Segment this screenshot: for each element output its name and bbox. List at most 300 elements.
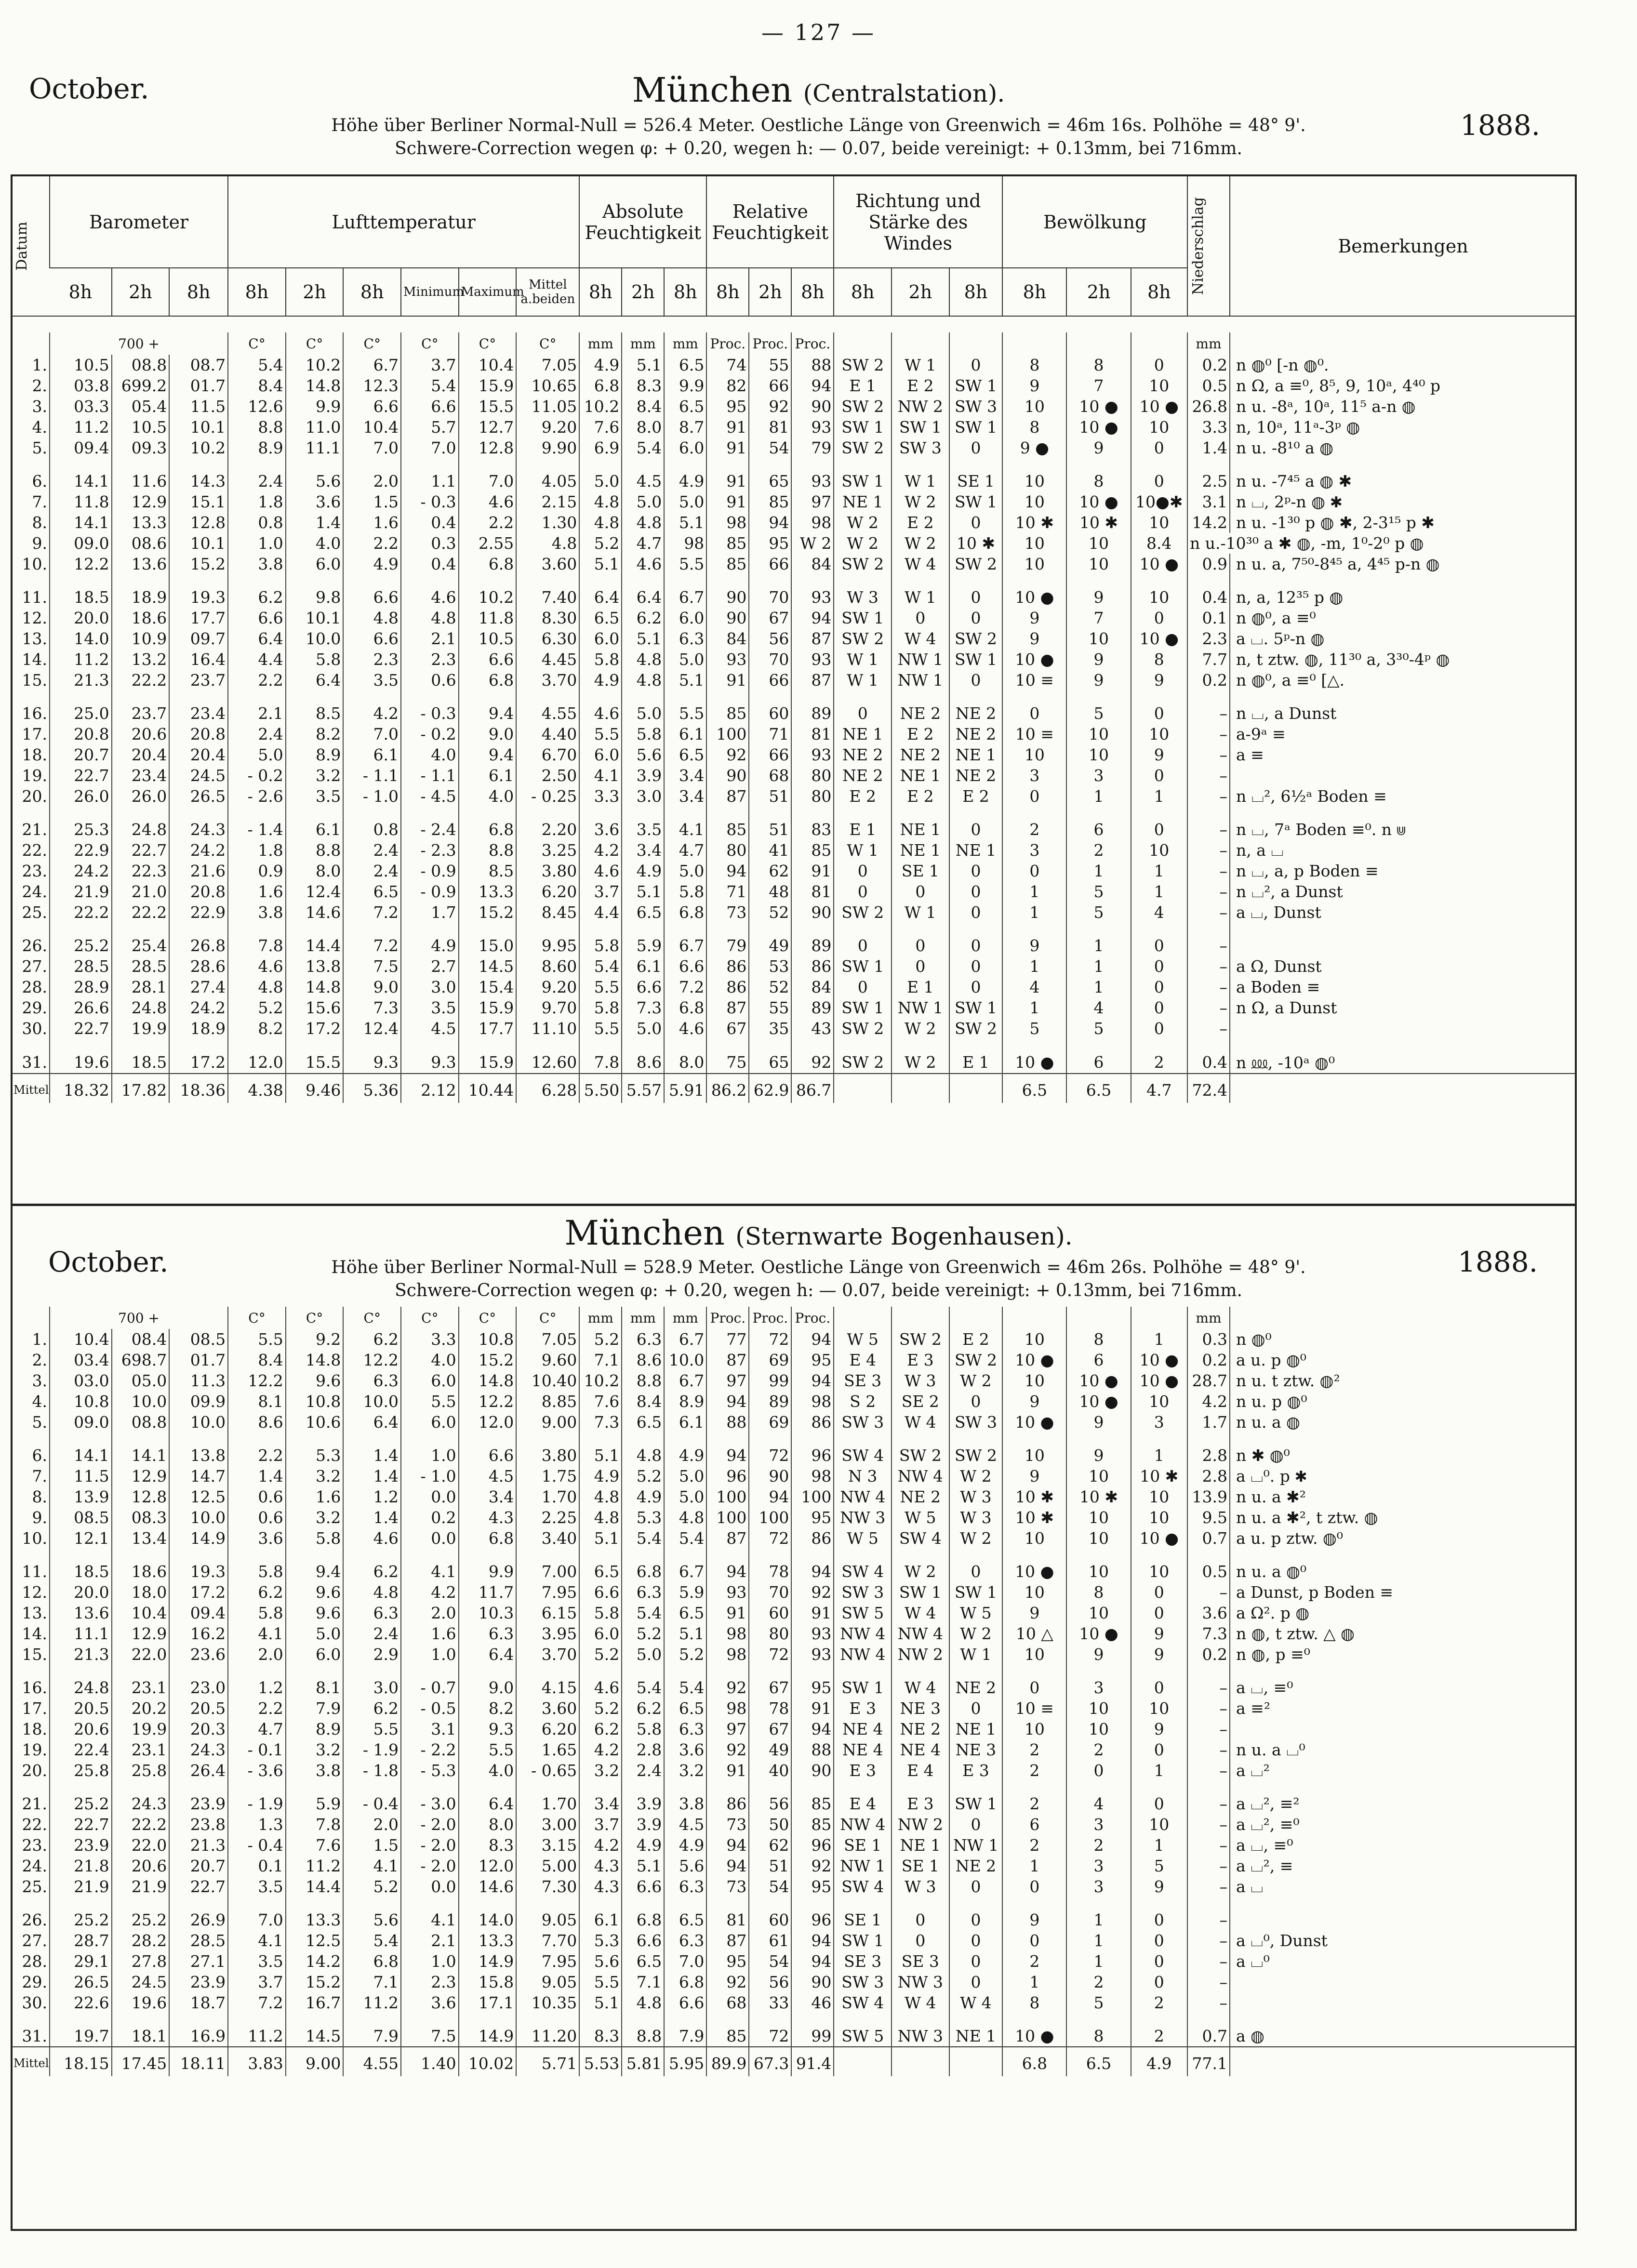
data-cell: - 0.3 [401, 491, 459, 512]
data-cell: 0.4 [401, 554, 459, 574]
remark-cell: n u. t ztw. ◍² [1230, 1370, 1576, 1391]
data-cell: 8 [1002, 417, 1066, 438]
data-cell: 81 [791, 881, 834, 902]
data-cell: 67 [749, 608, 791, 628]
data-cell: 7.1 [622, 1972, 664, 1992]
data-cell: 4.0 [459, 1760, 517, 1781]
data-cell: 90 [791, 902, 834, 923]
data-cell: 9 [1002, 608, 1066, 628]
remark-cell: a ⌴⁰ [1230, 1951, 1576, 1972]
data-cell: 5.0 [579, 458, 622, 491]
data-cell: 26.8 [1187, 396, 1230, 417]
data-cell: 5.2 [622, 1623, 664, 1644]
data-cell: SW 1 [949, 997, 1003, 1018]
data-cell: 10 [1002, 396, 1066, 417]
data-cell: 0 [892, 1930, 949, 1951]
data-cell: 3.3 [1187, 417, 1230, 438]
data-cell: 6.4 [459, 1644, 517, 1665]
data-cell: 72 [749, 1432, 791, 1466]
section2-info-line2: Schwere-Correction wegen φ: + 0.20, wegen h: — 0.07, beide vereinigt: + 0.13mm, bei 716mm. [395, 1281, 1242, 1300]
data-cell: E 2 [949, 786, 1003, 807]
data-cell: – [1187, 1835, 1230, 1856]
unit-label: mm [1187, 1307, 1230, 1329]
day-cell: 3. [32, 1371, 47, 1390]
data-cell: - 0.5 [401, 1698, 459, 1719]
data-cell: 7.8 [579, 1039, 622, 1074]
data-cell: 3.0 [343, 1665, 401, 1698]
data-cell: 8 [1066, 2013, 1131, 2047]
data-cell: 5.8 [579, 923, 622, 956]
remark-cell: a-9ᵃ ≡ [1230, 724, 1576, 744]
data-cell: - 3.6 [228, 1760, 286, 1781]
data-cell: 5.2 [228, 997, 286, 1018]
data-cell: 6.7 [664, 574, 706, 608]
data-cell: 2 [1002, 1781, 1066, 1814]
data-cell: 90 [706, 608, 749, 628]
remark-cell: n ◍⁰, a ≡⁰ [1230, 608, 1576, 628]
data-cell: 10 ● [1131, 1350, 1187, 1370]
data-cell: 89 [791, 997, 834, 1018]
data-cell: 1.6 [343, 512, 401, 533]
data-cell: 9.20 [516, 977, 579, 997]
mean-label: Mittel [12, 2047, 50, 2076]
data-cell: 21.3 [50, 1644, 112, 1665]
data-cell: 85 [706, 533, 749, 554]
data-cell: 6.8 [459, 554, 517, 574]
data-cell: E 3 [834, 1698, 892, 1719]
lufttemperatur-header: Lufttemperatur [228, 176, 579, 268]
data-cell: 03.4 [50, 1350, 112, 1370]
data-cell: 5.5 [579, 724, 622, 744]
data-cell: 6 [1002, 1814, 1066, 1835]
data-cell: 5.0 [622, 491, 664, 512]
mean-cell: 17.82 [112, 1074, 170, 1103]
data-cell: 08.8 [112, 355, 170, 375]
data-cell: 0 [892, 1897, 949, 1930]
data-cell: 72 [749, 1644, 791, 1665]
data-cell: 14.1 [50, 512, 112, 533]
data-cell: 71 [706, 881, 749, 902]
data-cell: – [1187, 1856, 1230, 1876]
data-cell: 2 [1131, 2013, 1187, 2047]
data-cell: 9 [1002, 1603, 1066, 1623]
data-cell: 6.7 [664, 1370, 706, 1391]
data-cell: 0.2 [1187, 1350, 1230, 1370]
data-cell: 6.6 [343, 628, 401, 649]
data-cell: 88 [791, 355, 834, 375]
data-cell: 10 ✱ [1002, 1507, 1066, 1528]
data-cell: 5 [1066, 902, 1131, 923]
data-cell: 19.3 [169, 1549, 228, 1582]
data-cell: 10 [1131, 1391, 1187, 1412]
data-cell: 8.7 [664, 417, 706, 438]
data-cell: 9.8 [286, 574, 344, 608]
data-cell: 15.6 [286, 997, 344, 1018]
data-cell: 26.8 [169, 923, 228, 956]
data-cell: W 2 [949, 1466, 1003, 1486]
day-cell: 26. [22, 1910, 47, 1929]
data-cell: SW 3 [949, 396, 1003, 417]
data-cell: 10 [1131, 1507, 1187, 1528]
data-cell: 3.7 [401, 355, 459, 375]
data-cell: 20.7 [50, 744, 112, 765]
data-cell: 1 [1066, 1951, 1131, 1972]
data-cell: NE 2 [892, 1719, 949, 1739]
data-cell: 7.0 [459, 458, 517, 491]
day-cell: 12. [22, 609, 47, 627]
data-cell: 1.4 [1187, 438, 1230, 458]
data-cell: 3.80 [516, 861, 579, 881]
data-cell: 10.2 [286, 355, 344, 375]
data-cell: 6.5 [664, 1603, 706, 1623]
data-cell: 0 [892, 923, 949, 956]
data-cell: 6.15 [516, 1603, 579, 1623]
data-cell: 5.5 [579, 977, 622, 997]
data-cell: SW 2 [834, 554, 892, 574]
data-cell: 20.2 [112, 1698, 170, 1719]
data-cell: 6.4 [622, 574, 664, 608]
data-cell: SW 4 [892, 1528, 949, 1549]
data-cell: SW 2 [834, 355, 892, 375]
data-cell: 5.1 [622, 628, 664, 649]
data-cell: NE 3 [949, 1739, 1003, 1760]
table-row [12, 1350, 1576, 1370]
data-cell: – [1187, 690, 1230, 724]
remark-cell: n ⌴², 6½ᵃ Boden ≡ [1230, 786, 1576, 807]
mean-cell: 5.71 [516, 2047, 579, 2076]
data-cell: 5.8 [622, 724, 664, 744]
data-cell: 28.5 [169, 1930, 228, 1951]
remark-cell: n ⌴², a Dunst [1230, 881, 1576, 902]
data-cell: 2.15 [516, 491, 579, 512]
mean-cell: 5.81 [622, 2047, 664, 2076]
data-cell: NE 2 [949, 765, 1003, 786]
mean-cell: 6.28 [516, 1074, 579, 1103]
table-row [12, 690, 1576, 724]
unit-label: mm [579, 332, 622, 355]
data-cell: 95 [749, 533, 791, 554]
data-cell: NW 2 [892, 1644, 949, 1665]
data-cell: E 3 [949, 1760, 1003, 1781]
data-cell: 22.2 [112, 670, 170, 690]
data-cell: 98 [791, 512, 834, 533]
data-cell: 12.1 [50, 1528, 112, 1549]
data-cell: SW 4 [834, 1432, 892, 1466]
data-cell: 10 [1066, 1549, 1131, 1582]
data-cell: W 3 [892, 1876, 949, 1897]
data-cell: 12.5 [169, 1486, 228, 1507]
data-cell: 87 [791, 628, 834, 649]
data-cell: 6.1 [664, 1412, 706, 1432]
mean-cell: 77.1 [1187, 2047, 1230, 2076]
data-cell: 100 [706, 1486, 749, 1507]
data-cell: 12.4 [343, 1018, 401, 1039]
data-cell: 10 ≡ [1002, 724, 1066, 744]
data-cell: 90 [791, 1760, 834, 1781]
data-cell: 28.9 [50, 977, 112, 997]
data-cell: 7.1 [343, 1972, 401, 1992]
data-cell: SW 2 [892, 1432, 949, 1466]
data-cell: 2.1 [401, 1930, 459, 1951]
data-cell: - 2.4 [401, 807, 459, 840]
data-cell: 14.7 [169, 1466, 228, 1486]
data-cell: 98 [706, 1698, 749, 1719]
data-cell: 7.5 [401, 2013, 459, 2047]
data-cell: 10 ● [1131, 1370, 1187, 1391]
data-cell: 8.45 [516, 902, 579, 923]
data-cell: 9 [1066, 1432, 1131, 1466]
data-cell: 22.9 [50, 840, 112, 861]
data-cell: 5.2 [343, 1876, 401, 1897]
data-cell: 3.4 [664, 765, 706, 786]
data-cell: 6.0 [401, 1370, 459, 1391]
data-cell: 5.2 [664, 1644, 706, 1665]
data-cell: 25.3 [50, 807, 112, 840]
data-cell: 3.15 [516, 1835, 579, 1856]
data-cell: 1.70 [516, 1781, 579, 1814]
data-cell: - 1.1 [343, 765, 401, 786]
data-cell: 0.3 [1187, 1329, 1230, 1350]
day-cell: 26. [22, 936, 47, 955]
bewoelkung-header: Bewölkung [1002, 176, 1187, 268]
remark-cell: n u. a ⌴⁰ [1230, 1739, 1576, 1760]
data-cell: 10 [1066, 554, 1131, 574]
data-cell: 5.1 [579, 554, 622, 574]
remark-cell: n ◍, t ztw. △ ◍ [1230, 1623, 1576, 1644]
data-cell: 5.4 [228, 355, 286, 375]
table-row [12, 1549, 1576, 1582]
data-cell: SW 2 [834, 902, 892, 923]
data-cell: E 3 [892, 1781, 949, 1814]
data-cell: 6.6 [622, 1876, 664, 1897]
data-cell: 4.1 [228, 1623, 286, 1644]
data-cell: 6 [1066, 1350, 1131, 1370]
data-cell: 4.3 [459, 1507, 517, 1528]
data-cell: 24.2 [169, 840, 228, 861]
table-row [12, 1370, 1576, 1391]
data-cell: 4.7 [622, 533, 664, 554]
data-cell: 61 [749, 1930, 791, 1951]
data-cell: 0 [1131, 807, 1187, 840]
section1-year: 1888. [1460, 109, 1541, 142]
day-cell: 25. [22, 1877, 47, 1896]
hour-header: 8h [706, 268, 749, 316]
data-cell: 9 [1066, 1644, 1131, 1665]
data-cell: 94 [749, 1486, 791, 1507]
data-cell: 6.6 [401, 396, 459, 417]
data-cell: 05.0 [112, 1370, 170, 1391]
data-cell: 6.0 [664, 438, 706, 458]
data-cell: 5.4 [664, 1528, 706, 1549]
data-cell: 10 [1066, 1466, 1131, 1486]
data-cell: 33 [749, 1992, 791, 2013]
data-cell: 4.2 [401, 1582, 459, 1603]
data-cell: 8 [1066, 458, 1131, 491]
data-cell: 4.6 [401, 574, 459, 608]
data-cell: 97 [791, 491, 834, 512]
data-cell: 0.7 [1187, 1528, 1230, 1549]
data-cell: 6.2 [343, 1329, 401, 1350]
data-cell: 89 [791, 923, 834, 956]
data-cell: 2.8 [1187, 1466, 1230, 1486]
data-cell: W 5 [949, 1603, 1003, 1623]
data-cell: – [1187, 1930, 1230, 1951]
data-cell: 65 [749, 1039, 791, 1074]
data-cell: 6.0 [579, 1623, 622, 1644]
day-cell: 7. [32, 1467, 47, 1485]
mean-cell: 4.9 [1131, 2047, 1187, 2076]
data-cell: 23.0 [169, 1665, 228, 1698]
data-cell: 3.2 [286, 1466, 344, 1486]
data-cell: 8.6 [622, 1350, 664, 1370]
data-cell: 6.2 [228, 574, 286, 608]
data-cell: 2 [1002, 1951, 1066, 1972]
data-cell: W 4 [892, 1665, 949, 1698]
data-cell: 91 [706, 438, 749, 458]
data-cell: 11.1 [286, 438, 344, 458]
data-cell: - 0.65 [516, 1760, 579, 1781]
data-cell: 10 [1131, 1698, 1187, 1719]
data-cell: 1 [1002, 902, 1066, 923]
data-cell: 01.7 [169, 1350, 228, 1370]
data-cell: 27.1 [169, 1951, 228, 1972]
data-cell: 6.5 [343, 881, 401, 902]
table-row [12, 1039, 1576, 1074]
data-cell: 6.4 [228, 628, 286, 649]
data-cell: NW 4 [834, 1623, 892, 1644]
table-row [12, 1876, 1576, 1897]
data-cell: 4.9 [664, 1835, 706, 1856]
data-cell: - 0.25 [516, 786, 579, 807]
mean-cell [892, 2047, 949, 2076]
data-cell: 6.7 [664, 1329, 706, 1350]
data-cell: 09.9 [169, 1391, 228, 1412]
data-cell: 0 [1131, 1972, 1187, 1992]
mean-cell: 5.91 [664, 1074, 706, 1103]
data-cell: 3.7 [228, 1972, 286, 1992]
data-cell: 2.3 [1187, 628, 1230, 649]
data-cell: 5.8 [228, 1549, 286, 1582]
data-cell: 6.2 [622, 608, 664, 628]
data-cell: NW 1 [834, 1856, 892, 1876]
data-cell: - 1.9 [343, 1739, 401, 1760]
data-cell: SW 4 [834, 1876, 892, 1897]
data-cell: n u.-10³⁰ a ✱ ◍, -m, 1⁰-2⁰ p ◍ [1187, 533, 1230, 554]
data-cell: 87 [706, 1930, 749, 1951]
remark-cell: n u. -7⁴⁵ a ◍ ✱ [1230, 458, 1576, 491]
data-cell: 9.0 [459, 1665, 517, 1698]
data-cell: 6.8 [459, 807, 517, 840]
data-cell: 23.9 [169, 1972, 228, 1992]
data-cell: 4.1 [343, 1856, 401, 1876]
data-cell: 0.3 [401, 533, 459, 554]
data-cell: 25.2 [50, 1781, 112, 1814]
remark-cell: a ⌴² [1230, 1760, 1576, 1781]
data-cell: 9 [1002, 1466, 1066, 1486]
mean-cell: 18.11 [169, 2047, 228, 2076]
data-cell: 40 [749, 1760, 791, 1781]
day-cell: 31. [22, 2027, 47, 2045]
table-row [12, 1719, 1576, 1739]
data-cell: 13.2 [112, 649, 170, 670]
data-cell: 0 [834, 881, 892, 902]
data-cell: 93 [791, 1623, 834, 1644]
data-cell: E 1 [834, 375, 892, 396]
data-cell: NE 1 [892, 807, 949, 840]
data-cell: 88 [791, 1739, 834, 1760]
data-cell: 14.0 [50, 628, 112, 649]
data-cell: 6.0 [664, 608, 706, 628]
data-cell: 09.0 [50, 1412, 112, 1432]
data-cell: 1.8 [228, 840, 286, 861]
data-cell: 7.0 [228, 1897, 286, 1930]
data-cell: 6.0 [579, 744, 622, 765]
data-cell: 9.95 [516, 923, 579, 956]
day-cell: 22. [22, 1815, 47, 1834]
data-cell: 3.6 [286, 491, 344, 512]
data-cell: 2.2 [228, 670, 286, 690]
data-cell: 21.9 [50, 1876, 112, 1897]
data-cell: 9 [1131, 1876, 1187, 1897]
data-cell: SW 3 [834, 1412, 892, 1432]
data-cell: 4.8 [579, 512, 622, 533]
table-row [12, 491, 1576, 512]
unit-label: Proc. [749, 1307, 791, 1329]
section2-station: München [564, 1213, 725, 1253]
data-cell: 4.0 [459, 786, 517, 807]
data-cell: 4.8 [622, 512, 664, 533]
data-cell: 5.2 [579, 533, 622, 554]
data-cell: 5.6 [622, 744, 664, 765]
data-cell: 2 [1066, 1835, 1131, 1856]
data-cell: 15.2 [459, 902, 517, 923]
data-cell: 56 [749, 628, 791, 649]
mean-cell: 6.5 [1066, 1074, 1131, 1103]
section2-title [0, 1213, 1637, 1253]
data-cell: 10 [1002, 554, 1066, 574]
data-cell: 0 [1131, 1018, 1187, 1039]
remark-cell: a ◍ [1230, 2013, 1576, 2047]
day-cell: 7. [32, 492, 47, 511]
day-cell: 19. [22, 766, 47, 785]
data-cell: 6.20 [516, 881, 579, 902]
day-cell: 2. [32, 376, 47, 395]
data-cell: 60 [749, 1897, 791, 1930]
data-cell: 8.9 [664, 1391, 706, 1412]
data-cell: SW 5 [834, 2013, 892, 2047]
unit-label: C° [459, 332, 517, 355]
data-cell: 10.4 [459, 355, 517, 375]
data-cell: 10.4 [343, 417, 401, 438]
data-cell: 1.65 [516, 1739, 579, 1760]
data-cell: 11.6 [112, 458, 170, 491]
data-cell: 6.1 [622, 956, 664, 977]
data-cell: 41 [749, 840, 791, 861]
data-cell: 10 ● [1002, 1412, 1066, 1432]
data-cell: 2.4 [228, 458, 286, 491]
day-cell: 25. [22, 903, 47, 922]
remark-cell: n Ω, a ≡⁰, 8⁵, 9, 10ᵃ, 4⁴⁰ p [1230, 375, 1576, 396]
data-cell: 9.20 [516, 417, 579, 438]
data-cell: 5.5 [579, 1018, 622, 1039]
data-cell: W 1 [892, 458, 949, 491]
unit-label: mm [579, 1307, 622, 1329]
data-cell: 0 [1131, 923, 1187, 956]
data-cell: 6.8 [343, 1951, 401, 1972]
data-cell: 100 [749, 1507, 791, 1528]
data-cell: 6.3 [664, 1719, 706, 1739]
data-cell: - 2.0 [401, 1835, 459, 1856]
